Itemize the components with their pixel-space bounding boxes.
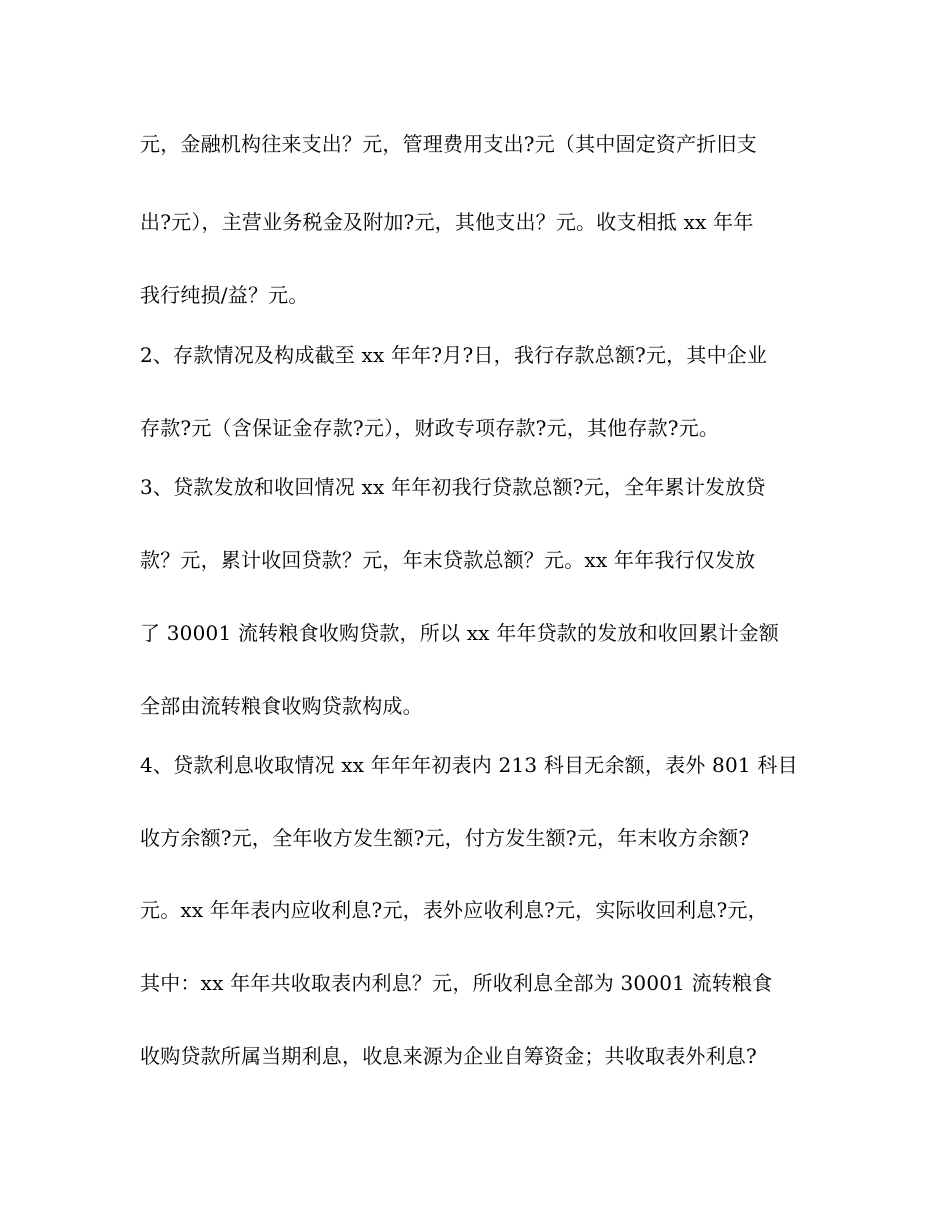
text-line: 我行纯损/益？元。: [140, 283, 309, 307]
text-line: 元。xx 年年表内应收利息?元，表外应收利息?元，实际收回利息?元，: [140, 898, 768, 922]
text-line: 了 30001 流转粮食收购贷款，所以 xx 年年贷款的发放和收回累计金额: [140, 621, 780, 645]
text-line: 4、贷款利息收取情况 xx 年年年初表内 213 科目无余额，表外 801 科目: [140, 753, 798, 777]
text-line: 3、贷款发放和收回情况 xx 年年初我行贷款总额?元，全年累计发放贷: [140, 475, 766, 499]
text-line: 收方余额?元，全年收方发生额?元，付方发生额?元，年末收方余额?: [140, 826, 750, 850]
text-line: 其中：xx 年年共收取表内利息？元，所收利息全部为 30001 流转粮食: [140, 971, 773, 995]
text-line: 款？元，累计收回贷款？元，年末贷款总额？元。xx 年年我行仅发放: [140, 548, 756, 572]
text-line: 元，金融机构往来支出？元，管理费用支出?元（其中固定资产折旧支: [140, 132, 757, 156]
text-line: 收购贷款所属当期利息，收息来源为企业自筹资金；共收取表外利息?: [140, 1044, 757, 1068]
text-line: 2、存款情况及构成截至 xx 年年?月?日，我行存款总额?元，其中企业: [140, 343, 768, 367]
text-line: 存款?元（含保证金存款?元），财政专项存款?元，其他存款?元。: [140, 416, 720, 440]
text-line: 出?元），主营业务税金及附加?元，其他支出？元。收支相抵 xx 年年: [140, 210, 754, 234]
text-line: 全部由流转粮食收购贷款构成。: [140, 694, 423, 718]
